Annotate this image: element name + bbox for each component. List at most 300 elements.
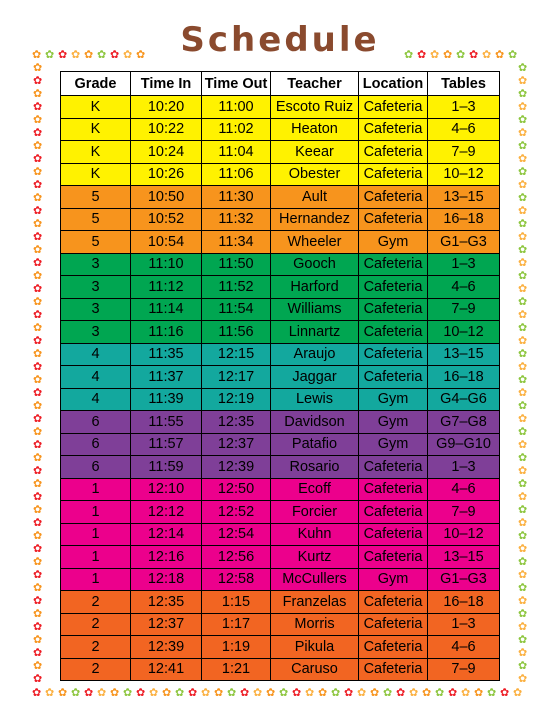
schedule-table bbox=[60, 71, 500, 681]
flower-icon: ✿ bbox=[33, 556, 43, 568]
cell-time-out: 11:06 bbox=[202, 163, 271, 186]
cell-location: Cafeteria bbox=[359, 478, 428, 501]
cell-location: Cafeteria bbox=[359, 186, 428, 209]
flower-icon: ✿ bbox=[518, 452, 528, 464]
cell-teacher: Caruso bbox=[271, 658, 359, 681]
flower-icon: ✿ bbox=[518, 244, 528, 256]
cell-location: Cafeteria bbox=[359, 591, 428, 614]
cell-time-in: 11:57 bbox=[131, 433, 202, 456]
cell-tables: 10–12 bbox=[428, 163, 500, 186]
cell-teacher: Harford bbox=[271, 276, 359, 299]
cell-teacher: Linnartz bbox=[271, 321, 359, 344]
flower-icon: ✿ bbox=[33, 244, 43, 256]
flower-icon: ✿ bbox=[33, 543, 43, 555]
cell-time-out: 12:17 bbox=[202, 366, 271, 389]
cell-time-in: 12:41 bbox=[131, 658, 202, 681]
cell-tables: 16–18 bbox=[428, 208, 500, 231]
flower-icon: ✿ bbox=[495, 49, 505, 61]
flower-icon: ✿ bbox=[518, 75, 528, 87]
cell-tables: 7–9 bbox=[428, 298, 500, 321]
flower-icon: ✿ bbox=[33, 582, 43, 594]
flower-icon: ✿ bbox=[33, 335, 43, 347]
flower-icon: ✿ bbox=[279, 687, 289, 699]
cell-time-in: 12:37 bbox=[131, 613, 202, 636]
table-row bbox=[61, 186, 500, 209]
table-row bbox=[61, 321, 500, 344]
cell-grade: 5 bbox=[61, 186, 131, 209]
flower-icon: ✿ bbox=[422, 687, 432, 699]
flower-icon: ✿ bbox=[33, 179, 43, 191]
flower-icon: ✿ bbox=[240, 687, 250, 699]
cell-tables: 1–3 bbox=[428, 456, 500, 479]
cell-time-out: 11:54 bbox=[202, 298, 271, 321]
cell-time-out: 11:52 bbox=[202, 276, 271, 299]
flower-icon: ✿ bbox=[518, 140, 528, 152]
flower-icon: ✿ bbox=[253, 687, 263, 699]
cell-teacher: Escoto Ruiz bbox=[271, 96, 359, 119]
cell-time-in: 10:24 bbox=[131, 141, 202, 164]
cell-teacher: Forcier bbox=[271, 501, 359, 524]
cell-grade: 1 bbox=[61, 501, 131, 524]
cell-teacher: Kurtz bbox=[271, 546, 359, 569]
flower-icon: ✿ bbox=[33, 400, 43, 412]
cell-tables: 13–15 bbox=[428, 343, 500, 366]
cell-tables: 4–6 bbox=[428, 478, 500, 501]
flower-icon: ✿ bbox=[33, 517, 43, 529]
flower-icon: ✿ bbox=[518, 166, 528, 178]
flower-icon: ✿ bbox=[518, 179, 528, 191]
flower-icon: ✿ bbox=[33, 413, 43, 425]
header-teacher: Teacher bbox=[271, 72, 359, 96]
cell-tables: 13–15 bbox=[428, 186, 500, 209]
cell-location: Cafeteria bbox=[359, 163, 428, 186]
table-row bbox=[61, 276, 500, 299]
cell-time-out: 12:15 bbox=[202, 343, 271, 366]
table-body bbox=[61, 96, 500, 681]
cell-time-in: 11:55 bbox=[131, 411, 202, 434]
table-row bbox=[61, 141, 500, 164]
flower-icon: ✿ bbox=[33, 491, 43, 503]
cell-teacher: Ecoff bbox=[271, 478, 359, 501]
flower-icon: ✿ bbox=[518, 556, 528, 568]
flower-icon: ✿ bbox=[518, 439, 528, 451]
flower-icon: ✿ bbox=[518, 400, 528, 412]
cell-location: Cafeteria bbox=[359, 636, 428, 659]
cell-grade: 4 bbox=[61, 343, 131, 366]
table-row bbox=[61, 253, 500, 276]
cell-location: Cafeteria bbox=[359, 456, 428, 479]
flower-icon: ✿ bbox=[357, 687, 367, 699]
cell-tables: 7–9 bbox=[428, 141, 500, 164]
flower-icon: ✿ bbox=[110, 687, 120, 699]
flower-icon: ✿ bbox=[344, 687, 354, 699]
cell-time-out: 12:54 bbox=[202, 523, 271, 546]
flower-icon: ✿ bbox=[71, 687, 81, 699]
cell-grade: 3 bbox=[61, 298, 131, 321]
flower-icon: ✿ bbox=[45, 687, 55, 699]
table-row bbox=[61, 118, 500, 141]
cell-time-in: 11:14 bbox=[131, 298, 202, 321]
table-row bbox=[61, 523, 500, 546]
flower-icon: ✿ bbox=[33, 101, 43, 113]
cell-time-out: 11:04 bbox=[202, 141, 271, 164]
cell-time-in: 10:50 bbox=[131, 186, 202, 209]
cell-location: Cafeteria bbox=[359, 501, 428, 524]
cell-grade: 1 bbox=[61, 546, 131, 569]
table-row bbox=[61, 388, 500, 411]
cell-teacher: Kuhn bbox=[271, 523, 359, 546]
flower-icon: ✿ bbox=[508, 49, 518, 61]
cell-teacher: Obester bbox=[271, 163, 359, 186]
flower-icon: ✿ bbox=[33, 270, 43, 282]
table-row bbox=[61, 613, 500, 636]
cell-grade: 4 bbox=[61, 366, 131, 389]
cell-grade: K bbox=[61, 141, 131, 164]
cell-grade: 5 bbox=[61, 231, 131, 254]
cell-grade: 6 bbox=[61, 456, 131, 479]
flower-icon: ✿ bbox=[149, 687, 159, 699]
flower-icon: ✿ bbox=[518, 218, 528, 230]
flower-icon: ✿ bbox=[487, 687, 497, 699]
cell-location: Cafeteria bbox=[359, 96, 428, 119]
table-row bbox=[61, 658, 500, 681]
cell-time-out: 11:32 bbox=[202, 208, 271, 231]
flower-icon: ✿ bbox=[227, 687, 237, 699]
flower-icon: ✿ bbox=[33, 309, 43, 321]
table-row bbox=[61, 298, 500, 321]
flower-icon: ✿ bbox=[33, 569, 43, 581]
cell-tables: 4–6 bbox=[428, 118, 500, 141]
table-row bbox=[61, 546, 500, 569]
flower-icon: ✿ bbox=[33, 88, 43, 100]
flower-icon: ✿ bbox=[33, 621, 43, 633]
flower-icon: ✿ bbox=[469, 49, 479, 61]
header-tables: Tables bbox=[428, 72, 500, 96]
flower-icon: ✿ bbox=[518, 296, 528, 308]
flower-icon: ✿ bbox=[331, 687, 341, 699]
cell-time-out: 12:35 bbox=[202, 411, 271, 434]
cell-teacher: Ault bbox=[271, 186, 359, 209]
flower-icon: ✿ bbox=[518, 647, 528, 659]
cell-location: Gym bbox=[359, 433, 428, 456]
flower-icon: ✿ bbox=[518, 101, 528, 113]
cell-time-out: 11:34 bbox=[202, 231, 271, 254]
cell-time-in: 11:12 bbox=[131, 276, 202, 299]
flower-icon: ✿ bbox=[430, 49, 440, 61]
cell-time-out: 12:56 bbox=[202, 546, 271, 569]
cell-time-in: 12:16 bbox=[131, 546, 202, 569]
flower-icon: ✿ bbox=[518, 348, 528, 360]
flower-icon: ✿ bbox=[32, 49, 42, 61]
cell-grade: K bbox=[61, 96, 131, 119]
flower-icon: ✿ bbox=[33, 387, 43, 399]
cell-grade: 2 bbox=[61, 591, 131, 614]
cell-grade: 5 bbox=[61, 208, 131, 231]
flower-icon: ✿ bbox=[33, 153, 43, 165]
cell-grade: 3 bbox=[61, 276, 131, 299]
flower-icon: ✿ bbox=[33, 439, 43, 451]
flower-icon: ✿ bbox=[33, 114, 43, 126]
cell-time-out: 11:56 bbox=[202, 321, 271, 344]
flower-icon: ✿ bbox=[292, 687, 302, 699]
flower-icon: ✿ bbox=[383, 687, 393, 699]
flower-icon: ✿ bbox=[518, 361, 528, 373]
cell-location: Cafeteria bbox=[359, 118, 428, 141]
flower-icon: ✿ bbox=[33, 322, 43, 334]
cell-grade: 1 bbox=[61, 478, 131, 501]
flower-icon: ✿ bbox=[33, 205, 43, 217]
cell-location: Cafeteria bbox=[359, 613, 428, 636]
cell-location: Cafeteria bbox=[359, 366, 428, 389]
cell-tables: G1–G3 bbox=[428, 231, 500, 254]
flower-icon: ✿ bbox=[513, 687, 523, 699]
flower-icon: ✿ bbox=[45, 49, 55, 61]
cell-time-in: 11:39 bbox=[131, 388, 202, 411]
flower-icon: ✿ bbox=[214, 687, 224, 699]
table-row bbox=[61, 343, 500, 366]
flower-icon: ✿ bbox=[33, 127, 43, 139]
flower-icon: ✿ bbox=[396, 687, 406, 699]
flower-icon: ✿ bbox=[518, 426, 528, 438]
cell-tables: 4–6 bbox=[428, 276, 500, 299]
cell-tables: G1–G3 bbox=[428, 568, 500, 591]
flower-icon: ✿ bbox=[201, 687, 211, 699]
table-row bbox=[61, 456, 500, 479]
flower-icon: ✿ bbox=[33, 595, 43, 607]
cell-time-in: 10:22 bbox=[131, 118, 202, 141]
cell-tables: 16–18 bbox=[428, 591, 500, 614]
flower-icon: ✿ bbox=[33, 283, 43, 295]
cell-location: Cafeteria bbox=[359, 321, 428, 344]
header-time-out: Time Out bbox=[202, 72, 271, 96]
flower-icon: ✿ bbox=[518, 335, 528, 347]
flower-icon: ✿ bbox=[518, 660, 528, 672]
cell-time-in: 10:54 bbox=[131, 231, 202, 254]
cell-time-out: 1:21 bbox=[202, 658, 271, 681]
flower-icon: ✿ bbox=[518, 478, 528, 490]
cell-time-out: 12:58 bbox=[202, 568, 271, 591]
flower-icon: ✿ bbox=[518, 257, 528, 269]
cell-tables: 10–12 bbox=[428, 523, 500, 546]
flower-icon: ✿ bbox=[58, 49, 68, 61]
flower-icon: ✿ bbox=[482, 49, 492, 61]
flower-icon: ✿ bbox=[33, 140, 43, 152]
cell-teacher: Lewis bbox=[271, 388, 359, 411]
cell-teacher: Davidson bbox=[271, 411, 359, 434]
cell-teacher: Patafio bbox=[271, 433, 359, 456]
cell-teacher: Hernandez bbox=[271, 208, 359, 231]
table-header-row bbox=[61, 72, 500, 96]
table-row bbox=[61, 433, 500, 456]
flower-icon: ✿ bbox=[33, 257, 43, 269]
flower-icon: ✿ bbox=[518, 504, 528, 516]
flower-icon: ✿ bbox=[518, 595, 528, 607]
cell-location: Cafeteria bbox=[359, 343, 428, 366]
flower-icon: ✿ bbox=[370, 687, 380, 699]
cell-location: Cafeteria bbox=[359, 298, 428, 321]
cell-time-out: 12:52 bbox=[202, 501, 271, 524]
flower-icon: ✿ bbox=[305, 687, 315, 699]
flower-icon: ✿ bbox=[33, 647, 43, 659]
cell-location: Gym bbox=[359, 411, 428, 434]
cell-tables: 1–3 bbox=[428, 613, 500, 636]
cell-grade: 1 bbox=[61, 523, 131, 546]
cell-time-in: 10:20 bbox=[131, 96, 202, 119]
cell-grade: 3 bbox=[61, 253, 131, 276]
cell-time-out: 1:19 bbox=[202, 636, 271, 659]
flower-icon: ✿ bbox=[518, 608, 528, 620]
cell-time-in: 10:52 bbox=[131, 208, 202, 231]
flower-icon: ✿ bbox=[123, 49, 133, 61]
cell-time-out: 1:15 bbox=[202, 591, 271, 614]
flower-icon: ✿ bbox=[518, 205, 528, 217]
flower-icon: ✿ bbox=[33, 426, 43, 438]
flower-icon: ✿ bbox=[443, 49, 453, 61]
schedule-table-wrap bbox=[60, 71, 499, 681]
cell-teacher: Morris bbox=[271, 613, 359, 636]
header-location: Location bbox=[359, 72, 428, 96]
cell-tables: 4–6 bbox=[428, 636, 500, 659]
flower-icon: ✿ bbox=[518, 621, 528, 633]
flower-icon: ✿ bbox=[518, 62, 528, 74]
cell-time-in: 12:10 bbox=[131, 478, 202, 501]
cell-time-in: 12:12 bbox=[131, 501, 202, 524]
cell-teacher: Pikula bbox=[271, 636, 359, 659]
flower-icon: ✿ bbox=[404, 49, 414, 61]
cell-time-in: 11:16 bbox=[131, 321, 202, 344]
cell-location: Cafeteria bbox=[359, 253, 428, 276]
flower-icon: ✿ bbox=[518, 88, 528, 100]
flower-icon: ✿ bbox=[518, 322, 528, 334]
cell-time-in: 11:59 bbox=[131, 456, 202, 479]
cell-grade: 6 bbox=[61, 411, 131, 434]
flower-icon: ✿ bbox=[188, 687, 198, 699]
cell-location: Gym bbox=[359, 388, 428, 411]
cell-time-in: 12:14 bbox=[131, 523, 202, 546]
cell-time-out: 12:37 bbox=[202, 433, 271, 456]
flower-icon: ✿ bbox=[33, 374, 43, 386]
table-row bbox=[61, 501, 500, 524]
page-title: Schedule bbox=[180, 20, 380, 60]
flower-icon: ✿ bbox=[518, 127, 528, 139]
flower-icon: ✿ bbox=[33, 348, 43, 360]
cell-tables: 7–9 bbox=[428, 658, 500, 681]
table-row bbox=[61, 636, 500, 659]
flower-icon: ✿ bbox=[518, 491, 528, 503]
cell-time-out: 1:17 bbox=[202, 613, 271, 636]
flower-icon: ✿ bbox=[33, 62, 43, 74]
flower-icon: ✿ bbox=[33, 218, 43, 230]
cell-time-out: 11:30 bbox=[202, 186, 271, 209]
cell-time-in: 12:39 bbox=[131, 636, 202, 659]
cell-time-in: 12:35 bbox=[131, 591, 202, 614]
cell-time-out: 12:50 bbox=[202, 478, 271, 501]
flower-icon: ✿ bbox=[518, 231, 528, 243]
flower-icon: ✿ bbox=[33, 192, 43, 204]
flower-icon: ✿ bbox=[123, 687, 133, 699]
flower-icon: ✿ bbox=[518, 153, 528, 165]
cell-teacher: Jaggar bbox=[271, 366, 359, 389]
cell-teacher: Gooch bbox=[271, 253, 359, 276]
cell-tables: G4–G6 bbox=[428, 388, 500, 411]
flower-icon: ✿ bbox=[518, 270, 528, 282]
cell-teacher: Wheeler bbox=[271, 231, 359, 254]
flower-icon: ✿ bbox=[136, 49, 146, 61]
cell-location: Cafeteria bbox=[359, 546, 428, 569]
cell-time-in: 12:18 bbox=[131, 568, 202, 591]
cell-time-out: 11:02 bbox=[202, 118, 271, 141]
flower-icon: ✿ bbox=[318, 687, 328, 699]
flower-icon: ✿ bbox=[33, 660, 43, 672]
flower-icon: ✿ bbox=[84, 49, 94, 61]
flower-icon: ✿ bbox=[474, 687, 484, 699]
flower-icon: ✿ bbox=[162, 687, 172, 699]
cell-tables: 1–3 bbox=[428, 253, 500, 276]
cell-tables: 7–9 bbox=[428, 501, 500, 524]
cell-grade: 2 bbox=[61, 613, 131, 636]
flower-icon: ✿ bbox=[97, 49, 107, 61]
flower-icon: ✿ bbox=[518, 634, 528, 646]
table-row bbox=[61, 478, 500, 501]
flower-icon: ✿ bbox=[33, 452, 43, 464]
cell-time-in: 11:35 bbox=[131, 343, 202, 366]
flower-icon: ✿ bbox=[518, 387, 528, 399]
flower-icon: ✿ bbox=[518, 374, 528, 386]
cell-tables: G7–G8 bbox=[428, 411, 500, 434]
flower-icon: ✿ bbox=[58, 687, 68, 699]
cell-grade: 1 bbox=[61, 568, 131, 591]
flower-icon: ✿ bbox=[175, 687, 185, 699]
flower-icon: ✿ bbox=[32, 687, 42, 699]
cell-grade: 6 bbox=[61, 433, 131, 456]
cell-grade: K bbox=[61, 163, 131, 186]
flower-icon: ✿ bbox=[518, 543, 528, 555]
flower-icon: ✿ bbox=[518, 673, 528, 685]
flower-icon: ✿ bbox=[448, 687, 458, 699]
table-row bbox=[61, 208, 500, 231]
flower-icon: ✿ bbox=[33, 465, 43, 477]
flower-icon: ✿ bbox=[33, 296, 43, 308]
flower-icon: ✿ bbox=[409, 687, 419, 699]
cell-grade: K bbox=[61, 118, 131, 141]
flower-icon: ✿ bbox=[518, 465, 528, 477]
table-row bbox=[61, 231, 500, 254]
table-row bbox=[61, 568, 500, 591]
cell-time-out: 12:19 bbox=[202, 388, 271, 411]
table-row bbox=[61, 96, 500, 119]
cell-teacher: Keear bbox=[271, 141, 359, 164]
flower-icon: ✿ bbox=[33, 231, 43, 243]
flower-icon: ✿ bbox=[33, 504, 43, 516]
flower-icon: ✿ bbox=[33, 361, 43, 373]
flower-icon: ✿ bbox=[33, 75, 43, 87]
cell-tables: 16–18 bbox=[428, 366, 500, 389]
cell-time-out: 12:39 bbox=[202, 456, 271, 479]
flower-icon: ✿ bbox=[518, 283, 528, 295]
table-row bbox=[61, 366, 500, 389]
cell-location: Cafeteria bbox=[359, 523, 428, 546]
table-row bbox=[61, 591, 500, 614]
flower-icon: ✿ bbox=[84, 687, 94, 699]
flower-icon: ✿ bbox=[518, 569, 528, 581]
flower-icon: ✿ bbox=[518, 582, 528, 594]
cell-location: Cafeteria bbox=[359, 208, 428, 231]
cell-grade: 2 bbox=[61, 658, 131, 681]
flower-icon: ✿ bbox=[518, 114, 528, 126]
cell-teacher: Williams bbox=[271, 298, 359, 321]
cell-location: Gym bbox=[359, 568, 428, 591]
cell-teacher: Araujo bbox=[271, 343, 359, 366]
